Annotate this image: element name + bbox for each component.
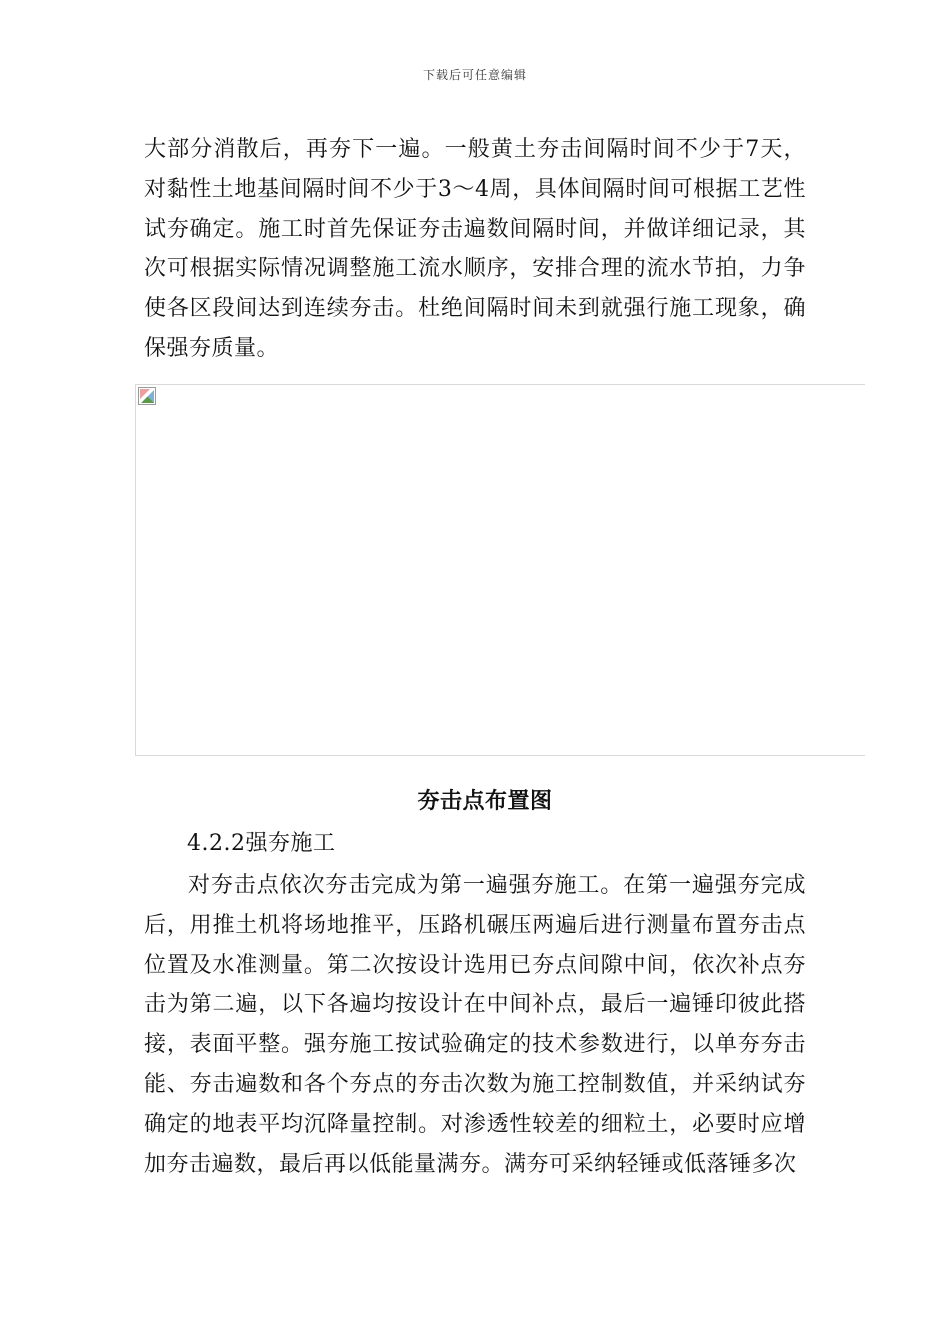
page-header-note: 下载后可任意编辑 — [422, 68, 527, 82]
body-paragraph: 大部分消散后，再夯下一遍。一般黄土夯击间隔时间不少于7天，对黏性土地基间隔时间不少于3～4周，具体间隔时间可根据工艺性试夯确定。施工时首先保证夯击遍数间隔时间，并做详细记录，其次可根据实际情况调整施工流水顺序，安排合理的流水节拍，力争使各区段间达到连续夯击。杜绝间隔时间未到就强行施工现象，确保强夯质量。 — [144, 137, 806, 361]
figure-image-placeholder — [135, 384, 865, 756]
figure-caption: 夯击点布置图 — [417, 789, 553, 814]
broken-image-icon — [138, 387, 156, 405]
section-heading: 4.2.2强夯施工 — [187, 831, 336, 856]
body-paragraph: 对夯击点依次夯击完成为第一遍强夯施工。在第一遍强夯完成后，用推土机将场地推平，压路机碾压两遍后进行测量布置夯击点位置及水准测量。第二次按设计选用已夯点间隙中间，依次补点夯击为第二遍，以下各遍均按设计在中间补点，最后一遍锤印彼此搭接，表面平整。强夯施工按试验确定的技术参数进行，以单夯夯击能、夯击遍数和各个夯点的夯击次数为施工控制数值，并采纳试夯确定的地表平均沉降量控制。对渗透性较差的细粒土，必要时应增加夯击遍数，最后再以低能量满夯。满夯可采纳轻锤或低落锤多次 — [144, 873, 806, 1177]
